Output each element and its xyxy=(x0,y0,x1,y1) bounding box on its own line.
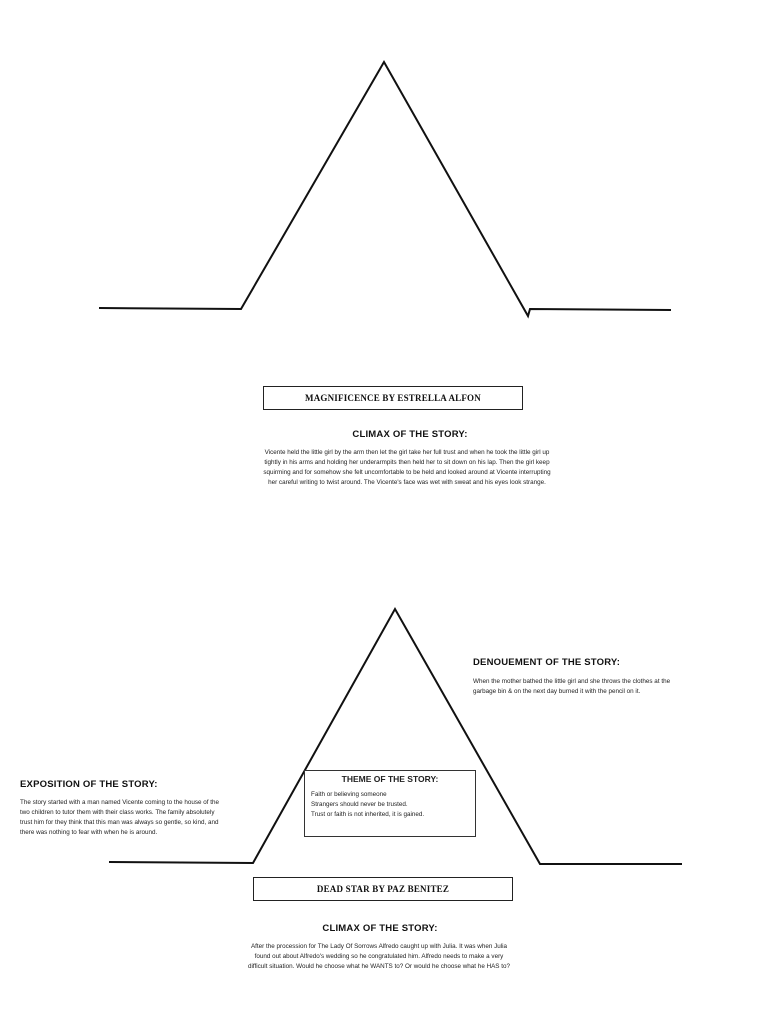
text-line: trust him for they think that this man was always so gentle, so kind, and xyxy=(20,819,219,826)
exposition-heading: EXPOSITION OF THE STORY: xyxy=(20,779,158,790)
climax-heading-story1: CLIMAX OF THE STORY: xyxy=(352,429,468,440)
climax-text-story2 xyxy=(200,942,558,972)
text-line: Faith or believing someone xyxy=(311,791,387,798)
text-line: Trust or faith is not inherited, it is gained. xyxy=(311,811,425,818)
text-line: difficult situation. Would he choose what he WANTS to? Or would he choose what he HAS to? xyxy=(247,963,511,970)
theme-box xyxy=(304,770,476,837)
text-line: When the mother bathed the little girl and she throws the clothes at the xyxy=(473,678,671,685)
text-line: two children to tutor them with their class works. The family absolutely xyxy=(20,809,215,816)
theme-heading: THEME OF THE STORY: xyxy=(341,774,439,784)
text-line: tightly in his arms and holding her underarmpits then held her to sit down on his lap. Then the girl keep xyxy=(264,459,550,466)
denouement-text xyxy=(473,677,723,697)
text-line: squirming and for somehow she felt uncomfortable to be held and looked around at Vicente interrupting xyxy=(263,469,551,476)
text-line: The story started with a man named Vicente coming to the house of the xyxy=(20,799,220,806)
text-line: Strangers should never be trusted. xyxy=(311,801,408,808)
climax-heading-story2: CLIMAX OF THE STORY: xyxy=(322,923,438,934)
title-box-magnificence: MAGNIFICENCE BY ESTRELLA ALFON xyxy=(263,386,523,410)
text-line: her careful writing to twist around. The Vicente's face was wet with sweat and his eyes look strange. xyxy=(268,479,546,486)
title-box-dead-star: DEAD STAR BY PAZ BENITEZ xyxy=(253,877,513,901)
text-line: garbage bin & on the next day burned it with the pencil on it. xyxy=(473,688,641,695)
text-line: Vicente held the little girl by the arm then let the girl take her full trust and when he took the little girl up xyxy=(264,449,550,456)
text-line: found out about Alfredo's wedding so he congratulated him. Alfredo needs to make a very xyxy=(254,953,504,960)
climax-text-story1 xyxy=(220,448,594,488)
theme-text xyxy=(311,790,475,820)
denouement-heading: DENOUEMENT OF THE STORY: xyxy=(473,657,621,668)
text-line: After the procession for The Lady Of Sorrows Alfredo caught up with Julia. It was when Julia xyxy=(250,943,508,950)
plot-diagram-upper xyxy=(99,62,671,316)
exposition-text xyxy=(20,798,260,838)
text-line: there was nothing to fear with when he is around. xyxy=(20,829,158,836)
